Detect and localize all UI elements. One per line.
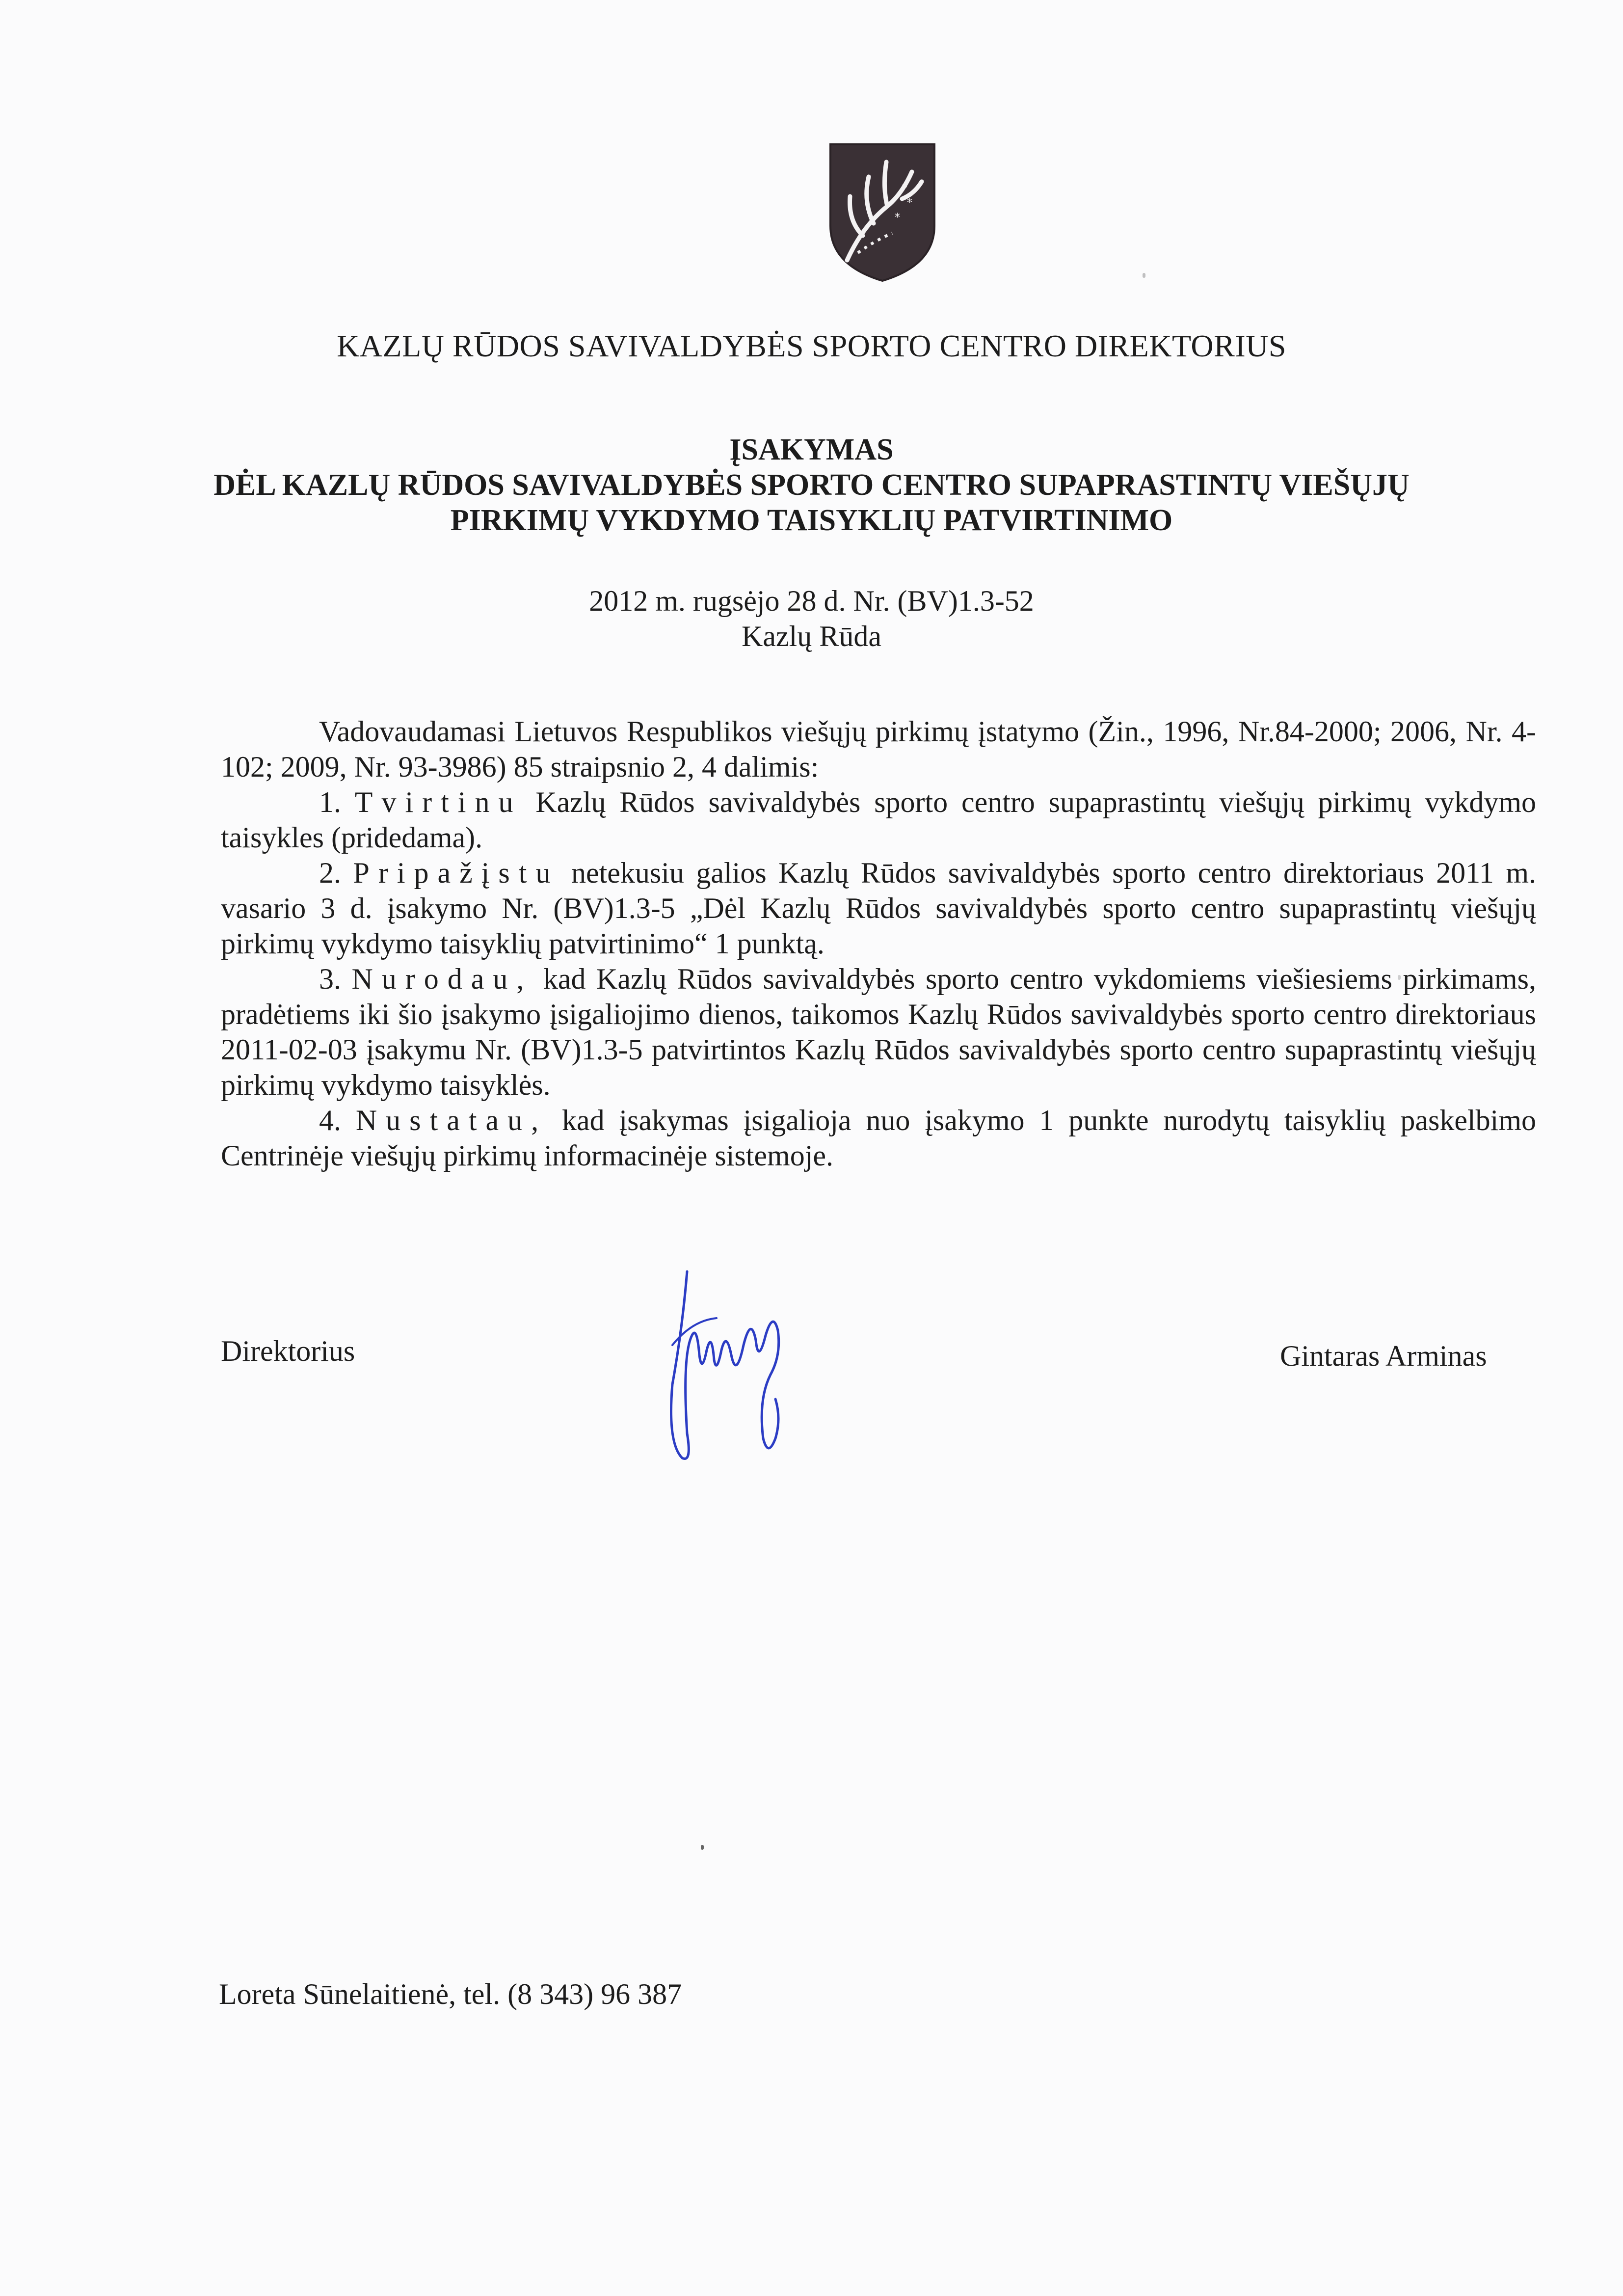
svg-text:*: *	[902, 182, 907, 194]
svg-text:*: *	[895, 212, 900, 224]
signatory-position: Direktorius	[221, 1335, 355, 1367]
list-item	[221, 1103, 1536, 1173]
order-place: Kazlų Rūda	[742, 620, 881, 652]
signatory-name: Gintaras Arminas	[1280, 1340, 1487, 1372]
item-text: kad Kazlų Rūdos savivaldybės sporto centro vykdomiems viešiesiems pirkimams, pradėtiems iki šio įsakymo įsigaliojimo dienos, taikomos Kazlų Rūdos savivaldybės sporto centro direktoriaus 2011-02-03 įsakymu Nr. (BV)1.3-5 patvirtintos Kazlų Rūdos savivaldybės sporto centro supaprastintų viešųjų pirkimų vykdymo taisyklės.	[221, 963, 1536, 1101]
item-number: 1.	[319, 786, 341, 818]
paper-speck	[701, 1845, 704, 1850]
item-number: 4.	[319, 1104, 341, 1136]
list-item	[221, 855, 1536, 961]
item-text: Kazlų Rūdos savivaldybės sporto centro supaprastintų viešųjų pirkimų vykdymo taisykles (pridedama).	[221, 786, 1537, 854]
paper-speck	[1143, 273, 1145, 278]
item-verb: Nurodau,	[351, 963, 533, 995]
list-item	[221, 961, 1536, 1103]
paper-speck	[1398, 975, 1401, 980]
item-verb: Tvirtinu	[354, 786, 522, 818]
handwritten-signature-icon	[653, 1257, 829, 1463]
svg-text:*: *	[907, 197, 912, 209]
item-number: 3.	[319, 963, 341, 995]
order-heading-block	[0, 432, 1623, 538]
item-text: kad įsakymas įsigalioja nuo įsakymo 1 punkte nurodytų taisyklių paskelbimo Centrinėje viešųjų pirkimų informacinėje sistemoje.	[221, 1104, 1536, 1172]
organization-title: KAZLŲ RŪDOS SAVIVALDYBĖS SPORTO CENTRO DIREKTORIUS	[337, 328, 1286, 363]
coat-of-arms-icon	[828, 142, 936, 283]
order-subject-line-1: DĖL KAZLŲ RŪDOS SAVIVALDYBĖS SPORTO CENTRO SUPAPRASTINTŲ VIEŠŲJŲ	[213, 468, 1410, 502]
item-number: 2.	[319, 857, 341, 889]
document-type: ĮSAKYMAS	[729, 433, 894, 466]
list-item	[221, 784, 1536, 855]
contact-line: Loreta Sūnelaitienė, tel. (8 343) 96 387	[219, 1978, 682, 2010]
item-text: netekusiu galios Kazlų Rūdos savivaldybės sporto centro direktoriaus 2011 m. vasario 3 d. įsakymo Nr. (BV)1.3-5 „Dėl Kazlų Rūdos savivaldybės sporto centro supaprastintų viešųjų pirkimų vykdymo taisyklių patvirtinimo“ 1 punktą.	[221, 857, 1537, 960]
date-and-place	[0, 583, 1623, 654]
order-subject-line-2: PIRKIMŲ VYKDYMO TAISYKLIŲ PATVIRTINIMO	[450, 504, 1173, 537]
order-date-number: 2012 m. rugsėjo 28 d. Nr. (BV)1.3-52	[589, 585, 1034, 617]
document-body	[221, 714, 1536, 1173]
item-verb: Pripažįstu	[353, 857, 559, 889]
item-verb: Nustatau,	[355, 1104, 548, 1136]
intro-paragraph: Vadovaudamasi Lietuvos Respublikos viešųjų pirkimų įstatymo (Žin., 1996, Nr.84-2000; 2006, Nr. 4-102; 2009, Nr. 93-3986) 85 straipsnio 2, 4 dalimis:	[221, 715, 1536, 783]
